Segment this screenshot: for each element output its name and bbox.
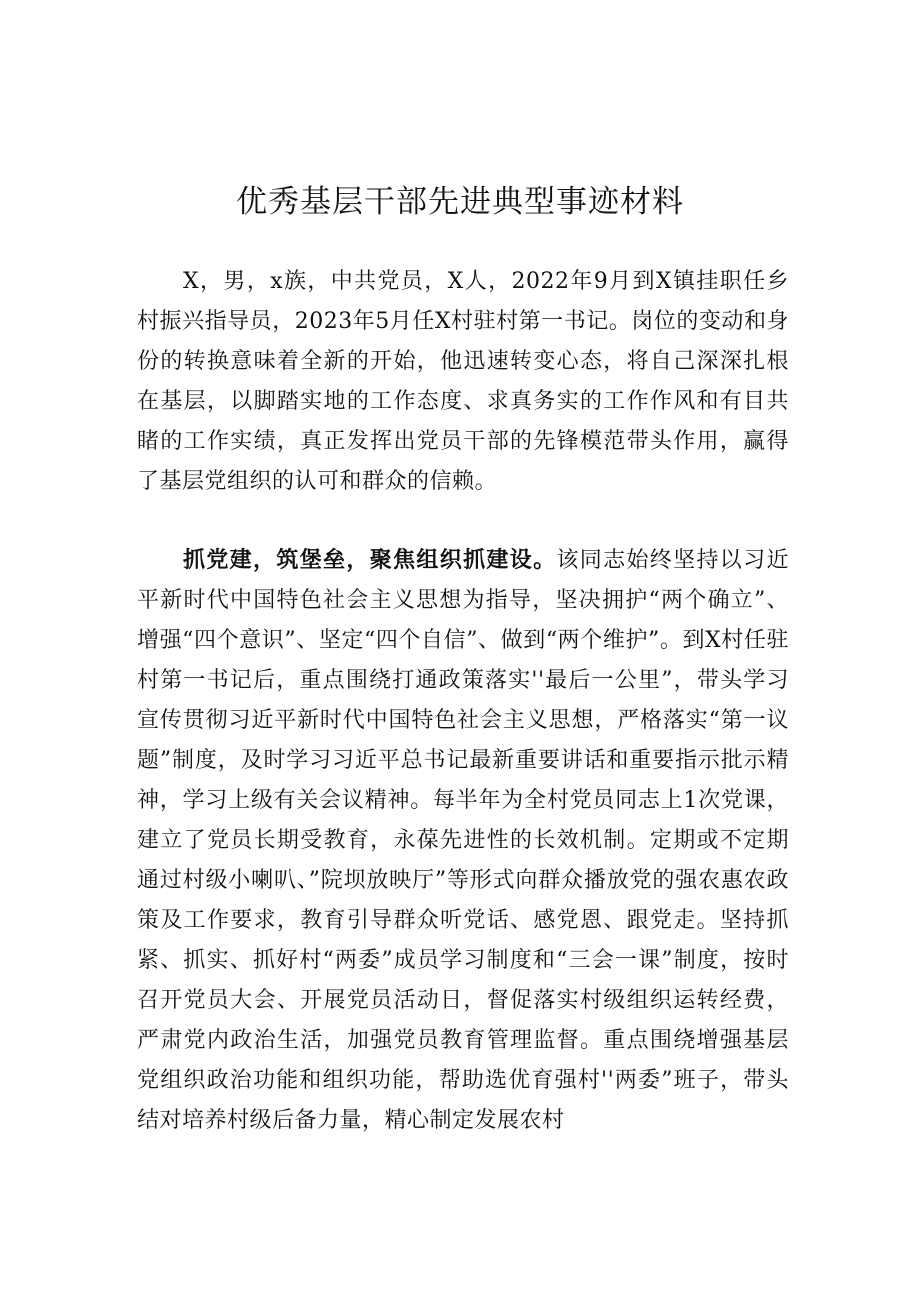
document-title: 优秀基层干部先进典型事迹材料 [236,184,684,220]
paragraph-introduction [137,262,789,502]
paragraph-lead-heading: 抓党建，筑堡垒，聚焦组织抓建设。 [183,547,557,573]
paragraph-text: X，男，x族，中共党员，X人，2022年9月到X镇挂职任乡村振兴指导员，2023年5月任X村驻村第一书记。岗位的变动和身份的转换意味着全新的开始，他迅速转变心态，将自己深深扎根在基层，以脚踏实地的工作态度、求真务实的工作作风和有目共睹的工作实绩，真正发挥出党员干部的先锋模范带头作用，赢得了基层党组织的认可和群众的信赖。 [137,269,789,494]
paragraph-text: 该同志始终坚持以习近平新时代中国特色社会主义思想为指导，坚决拥护“两个确立”、增强“四个意识”、坚定“四个自信”、做到“两个维护”。到X村任驻村第一书记后，重点围绕打通政策落实''最后一公里”，带头学习宣传贯彻习近平新时代中国特色社会主义思想，严格落实“第一议题”制度，及时学习习近平总书记最新重要讲话和重要指示批示精神，学习上级有关会议精神。每半年为全村党员同志上1次党课，建立了党员长期受教育，永葆先进性的长效机制。定期或不定期通过村级小喇叭、”院坝放映厅”等形式向群众播放党的强农惠农政策及工作要求，教育引导群众听党话、感党恩、跟党走。坚持抓紧、抓实、抓好村“两委”成员学习制度和“三会一课”制度，按时召开党员大会、开展党员活动日，督促落实村级组织运转经费，严肃党内政治生活，加强党员教育管理监督。重点围绕增强基层党组织政治功能和组织功能，帮助选优育强村''两委”班子，带头结对培养村级后备力量，精心制定发展农村 [137,548,789,1133]
paragraph-party-building [137,540,789,1141]
